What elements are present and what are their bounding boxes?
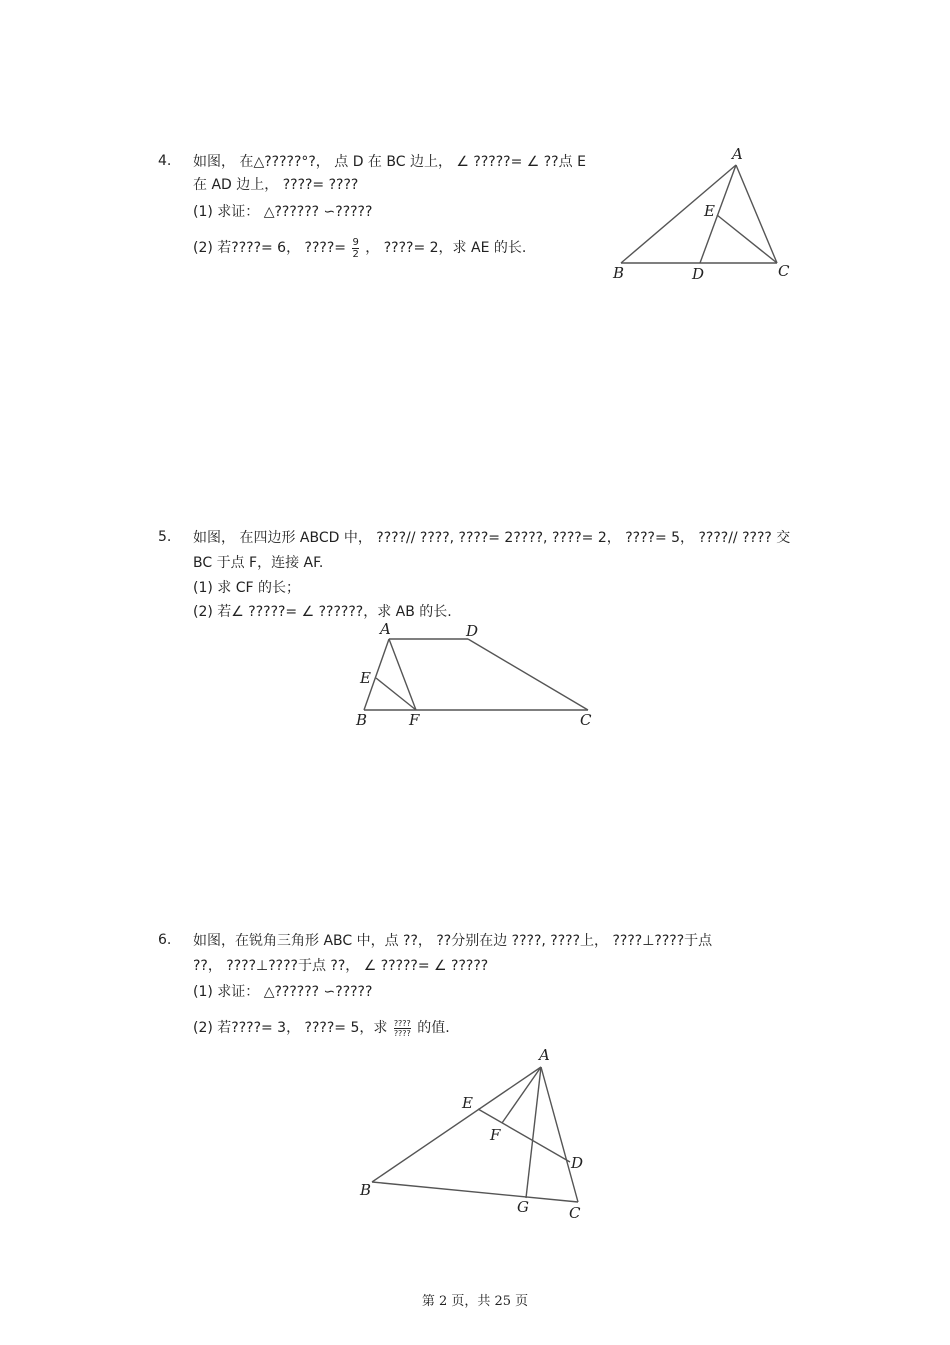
figure-6 [350, 1040, 600, 1230]
problem-6-line-2: ??， ????⊥????于点 ??， ∠ ?????= ∠ ????? [193, 958, 489, 974]
fig6-edge-ab [372, 1067, 541, 1182]
fig4-label-b: B [613, 264, 625, 282]
problem-4-fraction-den: 2 [352, 248, 359, 260]
fig6-label-a: A [539, 1046, 550, 1064]
fig5-label-e: E [360, 669, 371, 687]
problem-5-line-2: BC 于点 F，连接 AF. [193, 555, 324, 571]
fig5-label-b: B [356, 711, 368, 729]
problem-6-fraction-den: ???? [393, 1028, 411, 1038]
problem-6-q2-post: 的值. [417, 1020, 450, 1036]
fig6-edge-bc [372, 1182, 578, 1202]
fig4-edge-ac [736, 165, 777, 263]
problem-4-fraction [352, 237, 358, 260]
fig4-label-a: A [732, 145, 743, 163]
problem-4-q2 [193, 233, 526, 263]
fig6-edge-ac [541, 1067, 578, 1202]
fig4-edge-ab [621, 165, 736, 263]
page-footer: 第 2 页，共 25 页 [421, 1294, 529, 1309]
problem-4-q1: (1) 求证： △?????? ∽????? [193, 204, 373, 220]
problem-6-q1: (1) 求证： △?????? ∽????? [193, 984, 373, 1000]
problem-6-q2 [193, 1013, 450, 1043]
figure-5 [350, 618, 610, 733]
fig4-label-d: D [692, 265, 705, 283]
fig6-label-d: D [571, 1154, 584, 1172]
problem-5-number: 5. [158, 529, 172, 545]
fig5-label-a: A [380, 620, 391, 638]
problem-6-fraction-num: ???? [393, 1018, 411, 1028]
problem-4-q2-post: ， ????= 2，求 AE 的长. [365, 240, 527, 256]
fig5-edge-dc [468, 639, 588, 710]
problem-4-line-2: 在 AD 边上， ????= ???? [193, 177, 359, 193]
fig4-label-c: C [778, 262, 790, 280]
fig4-label-e: E [704, 202, 715, 220]
problem-5-q1: (1) 求 CF 的长； [193, 580, 301, 596]
fig5-label-c: C [580, 711, 592, 729]
problem-4-q2-pre: (2) 若????= 6， ????= [193, 240, 346, 256]
problem-6-q2-pre: (2) 若????= 3， ????= 5，求 [193, 1020, 388, 1036]
fig6-label-e: E [462, 1094, 473, 1112]
problem-4-number: 4. [158, 153, 172, 169]
problem-6-fraction [394, 1019, 411, 1038]
fig6-label-c: C [569, 1204, 581, 1222]
fig6-label-g: G [517, 1198, 529, 1216]
problem-4-fraction-num: 9 [352, 236, 359, 248]
problem-6-number: 6. [158, 932, 172, 948]
problem-6-line-1: 如图，在锐角三角形 ABC 中，点 ??， ??分别在边 ????, ????上， ????⊥????于点 [193, 933, 713, 949]
fig5-label-f: F [409, 711, 420, 729]
fig5-label-d: D [466, 622, 479, 640]
problem-5-line-1: 如图， 在四边形 ABCD 中， ????// ????, ????= 2????, ????= 2， ????= 5， ????// ???? 交 [193, 530, 791, 546]
problem-4-line-1: 如图， 在△?????°?， 点 D 在 BC 边上， ∠ ?????= ∠ ??点 E [193, 154, 586, 170]
problem-5-q2: (2) 若∠ ?????= ∠ ??????，求 AB 的长. [193, 604, 452, 620]
fig4-edge-ec [717, 215, 777, 263]
fig6-label-f: F [490, 1126, 501, 1144]
fig6-edge-ag [526, 1067, 541, 1198]
fig6-label-b: B [360, 1181, 372, 1199]
figure-4 [600, 140, 810, 290]
